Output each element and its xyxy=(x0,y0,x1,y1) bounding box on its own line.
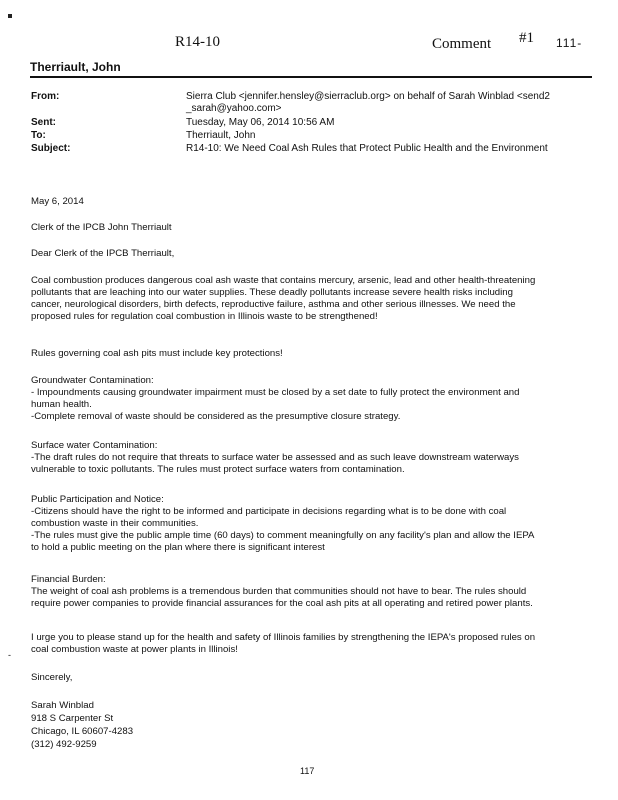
section-heading: Surface water Contamination: xyxy=(31,440,158,451)
sent-value: Tuesday, May 06, 2014 10:56 AM xyxy=(186,117,335,128)
to-label: To: xyxy=(31,130,46,141)
section-line: -Complete removal of waste should be considered as the presumptive closure strategy. xyxy=(31,411,401,422)
intro-line: pollutants that are leaching into our water supplies. These deadly pollutants increase severe health risks including xyxy=(31,287,513,298)
comment-number: #1 xyxy=(519,30,534,46)
section-line: The weight of coal ash problems is a tremendous burden that communities should not have to bear. The rules should xyxy=(31,586,527,597)
intro-line: cancer, neurological disorders, birth defects, reproductive failure, asthma and other serious illnesses. We need the xyxy=(31,299,516,310)
sign-off: Sincerely, xyxy=(31,672,73,683)
closing-line: I urge you to please stand up for the health and safety of Illinois families by strengthening the IEPA's proposed rules on xyxy=(31,632,536,643)
intro-line: proposed rules for regulation coal combustion in Illinois waste to be strengthened! xyxy=(31,311,378,322)
section-heading: Financial Burden: xyxy=(31,574,106,585)
from-label: From: xyxy=(31,91,60,102)
section-heading: Groundwater Contamination: xyxy=(31,375,154,386)
section-line: -The draft rules do not require that threats to surface water be assessed and as such leave downstream waterways xyxy=(31,452,519,463)
surface-section xyxy=(31,440,519,476)
scan-mark xyxy=(8,14,12,18)
groundwater-section xyxy=(31,375,519,423)
subject-label: Subject: xyxy=(31,143,71,154)
signer-phone: (312) 492-9259 xyxy=(31,739,97,750)
header-divider xyxy=(30,76,592,78)
signature-block xyxy=(31,699,133,751)
section-line: - Impoundments causing groundwater impairment must be closed by a set date to fully protect the environment and xyxy=(31,387,520,398)
financial-section xyxy=(31,574,533,610)
section-line: human health. xyxy=(31,399,92,410)
letter-addressee: Clerk of the IPCB John Therriault xyxy=(31,222,172,233)
page-number: 117 xyxy=(300,766,315,776)
page-code: 111- xyxy=(556,36,583,50)
margin-mark: - xyxy=(8,650,11,660)
letter-date: May 6, 2014 xyxy=(31,196,84,207)
rules-intro: Rules governing coal ash pits must include key protections! xyxy=(31,348,283,359)
from-value: Sierra Club <jennifer.hensley@sierraclub.org> on behalf of Sarah Winblad <send2 xyxy=(186,91,550,102)
section-line: combustion waste in their communities. xyxy=(31,518,199,529)
to-value: Therriault, John xyxy=(186,130,256,141)
comment-label: Comment xyxy=(432,36,492,52)
closing-paragraph xyxy=(31,632,535,656)
section-line: require power companies to provide financial assurances for the coal ash pits at all operating and retired power plants. xyxy=(31,598,533,609)
signer-street: 918 S Carpenter St xyxy=(31,713,114,724)
section-line: -The rules must give the public ample time (60 days) to comment meaningfully on any facility's plan and allow the IEPA xyxy=(31,530,535,541)
sent-label: Sent: xyxy=(31,117,56,128)
closing-line: coal combustion waste at power plants in Illinois! xyxy=(31,644,238,655)
section-line: to hold a public meeting on the plan where there is significant interest xyxy=(31,542,325,553)
recipient-name: Therriault, John xyxy=(30,60,121,74)
public-section xyxy=(31,494,534,554)
signer-name: Sarah Winblad xyxy=(31,700,94,711)
signer-city: Chicago, IL 60607-4283 xyxy=(31,726,134,737)
intro-line: Coal combustion produces dangerous coal ash waste that contains mercury, arsenic, lead and other health-threatening xyxy=(31,275,536,286)
doc-number: R14-10 xyxy=(175,34,220,50)
section-heading: Public Participation and Notice: xyxy=(31,494,164,505)
letter-salutation: Dear Clerk of the IPCB Therriault, xyxy=(31,248,175,259)
section-line: vulnerable to toxic pollutants. The rules must protect surface waters from contamination. xyxy=(31,464,405,475)
section-line: -Citizens should have the right to be informed and participate in decisions regarding what is to be done with coal xyxy=(31,506,507,517)
subject-value: R14-10: We Need Coal Ash Rules that Protect Public Health and the Environment xyxy=(186,143,548,154)
from-value-cont: _sarah@yahoo.com> xyxy=(186,103,282,114)
intro-paragraph xyxy=(31,275,535,323)
